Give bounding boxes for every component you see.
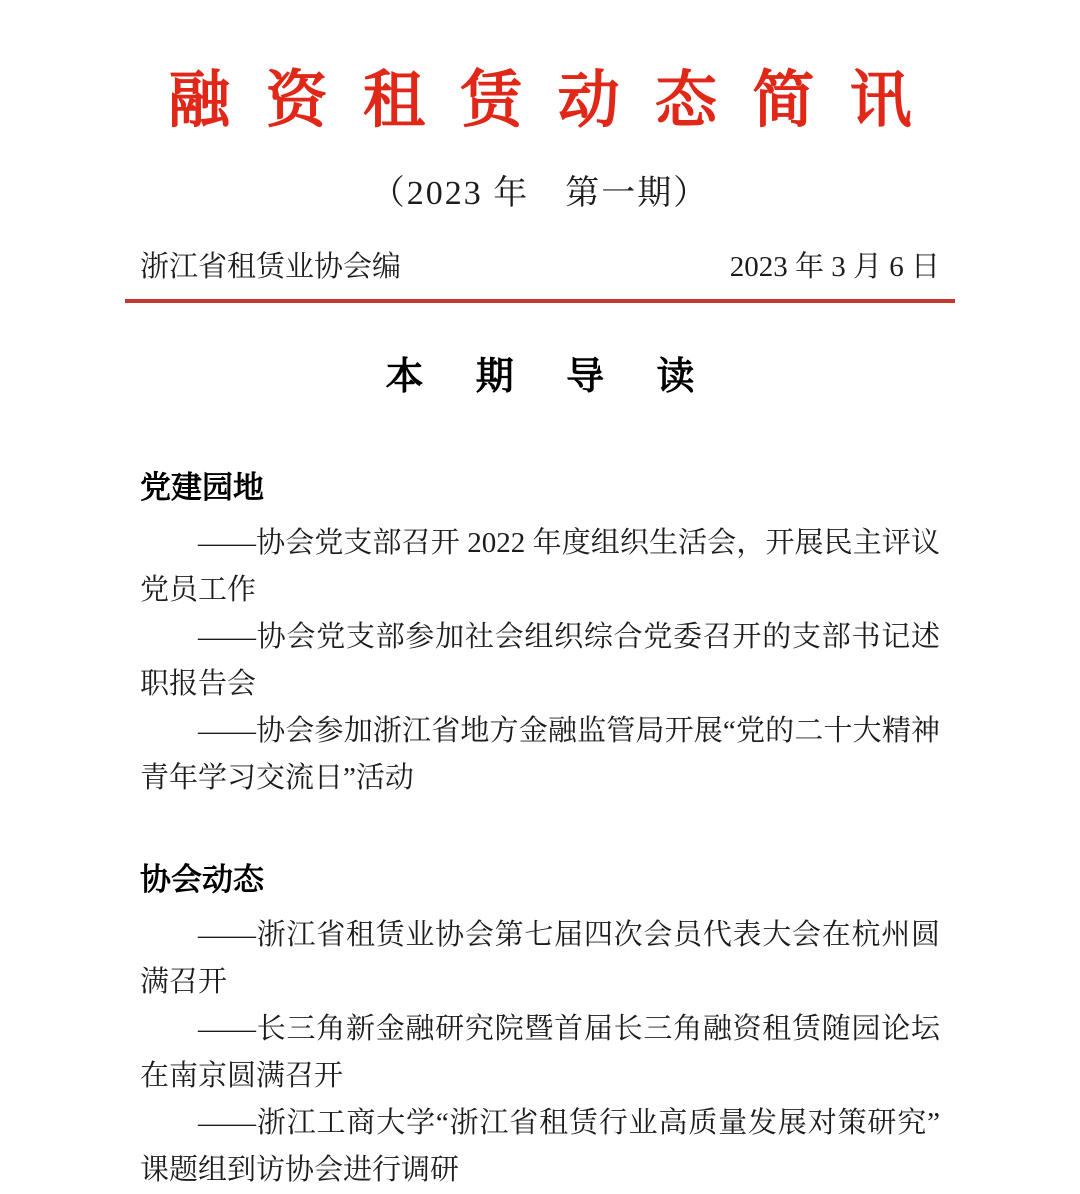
toc-item: ——协会党支部召开 2022 年度组织生活会，开展民主评议党员工作 (140, 526, 940, 606)
toc-section (140, 860, 940, 1194)
red-divider (125, 299, 955, 303)
toc-item: ——协会党支部参加社会组织综合党委召开的支部书记述职报告会 (140, 620, 940, 700)
page-title: 融 资 租 赁 动 态 简 讯 (168, 67, 922, 135)
toc-item: ——浙江工商大学“浙江省租赁行业高质量发展对策研究”课题组到访协会进行调研 (140, 1106, 940, 1186)
guide-title: 本 期 导 读 (385, 355, 716, 398)
section-items (140, 912, 940, 1194)
date-label: 2023 年 3 月 6 日 (729, 250, 940, 283)
toc-item: ——浙江省租赁业协会第七届四次会员代表大会在杭州圆满召开 (140, 918, 940, 998)
editor-label: 浙江省租赁业协会编 (140, 250, 402, 283)
sections-container (140, 468, 940, 1194)
section-items (140, 520, 940, 802)
section-heading: 党建园地 (140, 469, 264, 505)
byline-row (140, 244, 940, 285)
section-heading: 协会动态 (140, 861, 264, 897)
toc-item: ——长三角新金融研究院暨首届长三角融资租赁随园论坛在南京圆满召开 (140, 1012, 940, 1092)
toc-item: ——协会参加浙江省地方金融监管局开展“党的二十大精神青年学习交流日”活动 (140, 714, 940, 794)
issue-line: （2023 年 第一期） (370, 174, 710, 212)
toc-section (140, 468, 940, 802)
